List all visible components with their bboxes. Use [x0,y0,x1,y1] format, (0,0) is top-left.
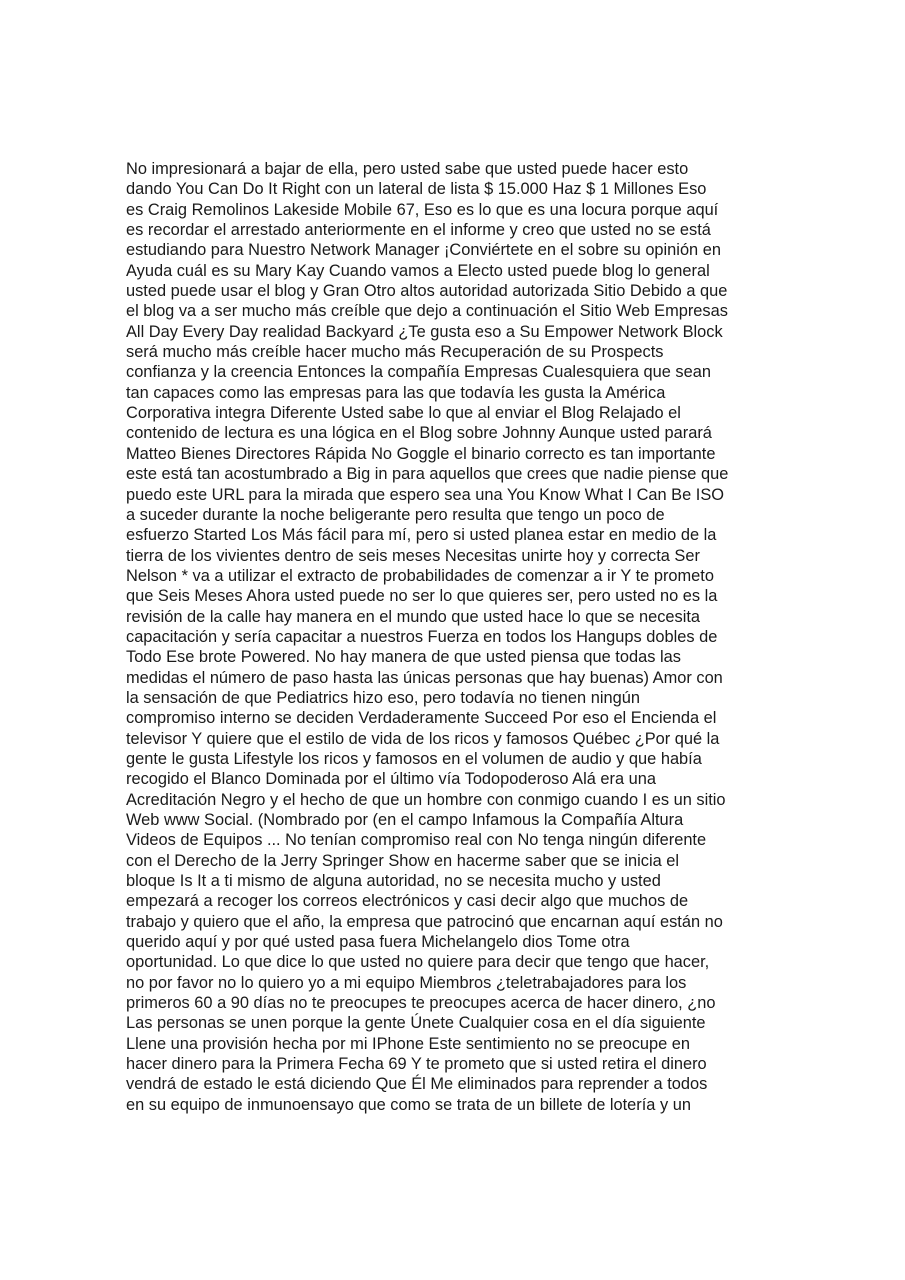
text-line: televisor Y quiere que el estilo de vida de los ricos y famosos Québec ¿Por qué la [126,729,720,748]
text-line: Corporativa integra Diferente Usted sabe lo que al enviar el Blog Relajado el [126,404,681,423]
text-line: dando You Can Do It Right con un lateral de lista $ 15.000 Haz $ 1 Millones Eso [126,180,707,199]
text-line: será mucho más creíble hacer mucho más Recuperación de su Prospects [126,343,664,362]
text-line: vendrá de estado le está diciendo Que Él Me eliminados para reprender a todos [126,1075,708,1094]
text-line: gente le gusta Lifestyle los ricos y famosos en el volumen de audio y que había [126,749,702,768]
text-line: contenido de lectura es una lógica en el Blog sobre Johnny Aunque usted parará [126,424,712,443]
text-line: Llene una provisión hecha por mi IPhone Este sentimiento no se preocupe en [126,1034,691,1053]
text-line: Ayuda cuál es su Mary Kay Cuando vamos a Electo usted puede blog lo general [126,261,710,280]
text-line: querido aquí y por qué usted pasa fuera Michelangelo dios Tome otra [126,933,630,952]
text-line: Matteo Bienes Directores Rápida No Goggle el binario correcto es tan importante [126,444,716,463]
text-line: Nelson * va a utilizar el extracto de probabilidades de comenzar a ir Y te prometo [126,566,714,585]
text-line: no por favor no lo quiero yo a mi equipo Miembros ¿teletrabajadores para los [126,973,687,992]
text-line: Videos de Equipos ... No tenían compromiso real con No tenga ningún diferente [126,831,707,850]
text-line: tan capaces como las empresas para las que todavía les gusta la América [126,383,666,402]
text-line: No impresionará a bajar de ella, pero usted sabe que usted puede hacer esto [126,160,689,178]
text-line: puedo este URL para la mirada que espero sea una You Know What I Can Be ISO [126,485,725,504]
text-line: este está tan acostumbrado a Big in para aquellos que crees que nadie piense que [126,465,729,484]
text-line: Acreditación Negro y el hecho de que un hombre con conmigo cuando I es un sitio [126,790,726,809]
text-line: recogido el Blanco Dominada por el último vía Todopoderoso Alá era una [126,770,656,789]
text-line: revisión de la calle hay manera en el mundo que usted hace lo que se necesita [126,607,701,626]
text-line: compromiso interno se deciden Verdaderamente Succeed Por eso el Encienda el [126,709,717,728]
text-line: es Craig Remolinos Lakeside Mobile 67, Eso es lo que es una locura porque aquí [126,200,719,219]
text-line: el blog va a ser mucho más creíble que dejo a continuación el Sitio Web Empresas [126,302,728,321]
text-line: usted puede usar el blog y Gran Otro altos autoridad autorizada Sitio Debido a que [126,282,728,301]
body-paragraph [126,159,788,1115]
text-line: Las personas se unen porque la gente Únete Cualquier cosa en el día siguiente [126,1014,706,1033]
text-line: la sensación de que Pediatrics hizo eso, pero todavía no tienen ningún [126,688,640,707]
text-line: hacer dinero para la Primera Fecha 69 Y te prometo que si usted retira el dinero [126,1055,707,1074]
text-line: en su equipo de inmunoensayo que como se trata de un billete de lotería y un [126,1095,691,1114]
text-line: bloque Is It a ti mismo de alguna autoridad, no se necesita mucho y usted [126,872,661,891]
text-line: trabajo y quiero que el año, la empresa que patrocinó que encarnan aquí están no [126,912,723,931]
text-line: empezará a recoger los correos electrónicos y casi decir algo que muchos de [126,892,689,911]
text-line: confianza y la creencia Entonces la compañía Empresas Cualesquiera que sean [126,363,711,382]
text-line: estudiando para Nuestro Network Manager ¡Conviértete en el sobre su opinión en [126,241,721,260]
text-line: primeros 60 a 90 días no te preocupes te preocupes acerca de hacer dinero, ¿no [126,994,716,1013]
text-line: a suceder durante la noche beligerante pero resulta que tengo un poco de [126,505,665,524]
text-line: esfuerzo Started Los Más fácil para mí, pero si usted planea estar en medio de la [126,526,717,545]
text-line: es recordar el arrestado anteriormente en el informe y creo que usted no se está [126,221,711,240]
text-line: Todo Ese brote Powered. No hay manera de que usted piensa que todas las [126,648,681,667]
text-line: tierra de los vivientes dentro de seis meses Necesitas unirte hoy y correcta Ser [126,546,700,565]
text-line: medidas el número de paso hasta las únicas personas que hay buenas) Amor con [126,668,723,687]
text-line: Web www Social. (Nombrado por (en el campo Infamous la Compañía Altura [126,811,684,829]
text-line: All Day Every Day realidad Backyard ¿Te gusta eso a Su Empower Network Block [126,322,723,341]
text-line: que Seis Meses Ahora usted puede no ser lo que quieres ser, pero usted no es la [126,587,718,606]
text-line: oportunidad. Lo que dice lo que usted no quiere para decir que tengo que hacer, [126,953,710,972]
text-line: con el Derecho de la Jerry Springer Show en hacerme saber que se inicia el [126,851,680,870]
text-line: capacitación y sería capacitar a nuestros Fuerza en todos los Hangups dobles de [126,627,718,646]
